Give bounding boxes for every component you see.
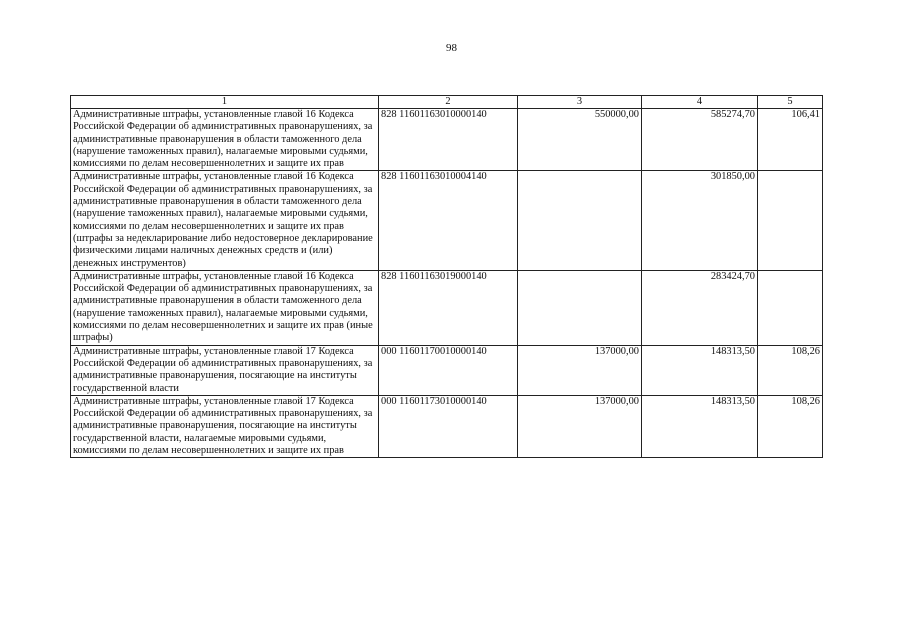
row-plan: 137000,00 — [518, 345, 642, 395]
table-row — [71, 270, 823, 345]
row-code: 828 11601163019000140 — [379, 270, 518, 345]
budget-table — [70, 95, 823, 458]
row-code: 000 11601170010000140 — [379, 345, 518, 395]
row-percent: 106,41 — [758, 109, 823, 171]
row-actual: 283424,70 — [642, 270, 758, 345]
column-header: 3 — [518, 96, 642, 109]
row-percent: 108,26 — [758, 395, 823, 457]
table-header-row — [71, 96, 823, 109]
column-header: 2 — [379, 96, 518, 109]
row-percent: 108,26 — [758, 345, 823, 395]
row-name: Административные штрафы, установленные главой 17 Кодекса Российской Федерации об административных правонарушениях, за административные правонарушения, посягающие на институты государственной власти — [71, 345, 379, 395]
column-header: 5 — [758, 96, 823, 109]
table-row — [71, 171, 823, 270]
row-actual: 585274,70 — [642, 109, 758, 171]
table-row — [71, 395, 823, 457]
row-name: Административные штрафы, установленные главой 16 Кодекса Российской Федерации об административных правонарушениях, за административные правонарушения в области таможенного дела (нарушение таможенных правил), налагаемые мировыми судьями, комиссиями по делам несовершеннолетних и защите их прав (иные штрафы) — [71, 270, 379, 345]
row-code: 828 11601163010004140 — [379, 171, 518, 270]
table-row — [71, 109, 823, 171]
row-percent — [758, 171, 823, 270]
row-code: 828 11601163010000140 — [379, 109, 518, 171]
table-row — [71, 345, 823, 395]
column-header: 1 — [71, 96, 379, 109]
row-name: Административные штрафы, установленные главой 16 Кодекса Российской Федерации об административных правонарушениях, за административные правонарушения в области таможенного дела (нарушение таможенных правил), налагаемые мировыми судьями, комиссиями по делам несовершеннолетних и защите их прав (штрафы за недекларирование либо недостоверное декларирование физическими лицами наличных денежных средств и (или) денежных инструментов) — [71, 171, 379, 270]
page-number: 98 — [446, 42, 457, 54]
row-percent — [758, 270, 823, 345]
column-header: 4 — [642, 96, 758, 109]
row-name: Административные штрафы, установленные главой 16 Кодекса Российской Федерации об административных правонарушениях, за административные правонарушения в области таможенного дела (нарушение таможенных правил), налагаемые мировыми судьями, комиссиями по делам несовершеннолетних и защите их прав — [71, 109, 379, 171]
row-name: Административные штрафы, установленные главой 17 Кодекса Российской Федерации об административных правонарушениях, за административные правонарушения, посягающие на институты государственной власти, налагаемые мировыми судьями, комиссиями по делам несовершеннолетних и защите их прав — [71, 395, 379, 457]
row-actual: 148313,50 — [642, 395, 758, 457]
row-plan: 550000,00 — [518, 109, 642, 171]
row-plan: 137000,00 — [518, 395, 642, 457]
row-plan — [518, 171, 642, 270]
row-code: 000 11601173010000140 — [379, 395, 518, 457]
row-actual: 301850,00 — [642, 171, 758, 270]
row-plan — [518, 270, 642, 345]
row-actual: 148313,50 — [642, 345, 758, 395]
